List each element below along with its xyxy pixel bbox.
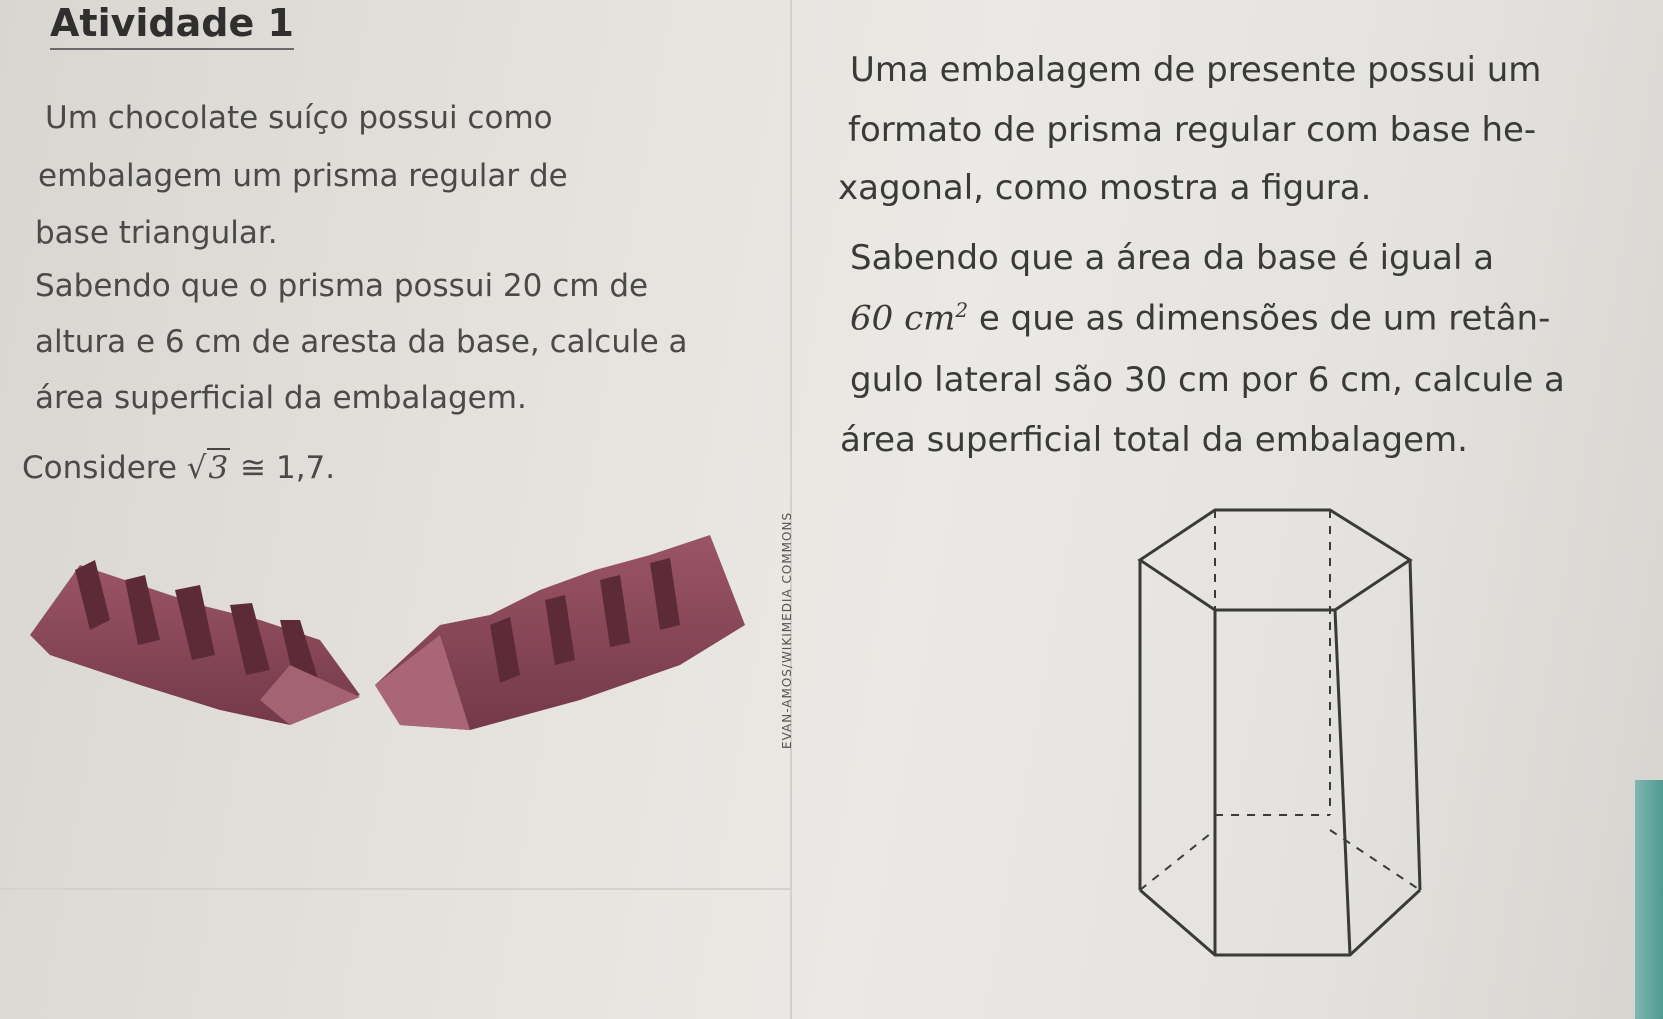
consider-label: Considere bbox=[22, 450, 177, 486]
left-line-2: embalagem um prisma regular de bbox=[38, 158, 568, 194]
right-line-7: área superficial total da embalagem. bbox=[840, 420, 1468, 460]
right-line-2: formato de prisma regular com base he- bbox=[848, 110, 1537, 150]
right-line-1: Uma embalagem de presente possui um bbox=[850, 50, 1542, 90]
toblerone-photo bbox=[20, 525, 770, 775]
sqrt-radicand: 3 bbox=[208, 450, 229, 486]
left-line-5: altura e 6 cm de aresta da base, calcule a bbox=[35, 324, 688, 360]
right-line-5 bbox=[850, 298, 1550, 338]
left-line-1: Um chocolate suíço possui como bbox=[45, 100, 553, 136]
right-line-6: gulo lateral são 30 cm por 6 cm, calcule a bbox=[850, 360, 1565, 400]
chocolate-bar-right bbox=[375, 535, 745, 730]
hex-top-face bbox=[1140, 510, 1410, 610]
area-tail: e que as dimensões de um retân- bbox=[968, 298, 1551, 339]
area-unit: cm bbox=[904, 298, 956, 339]
area-value: 60 bbox=[850, 298, 894, 339]
chocolate-bar-left bbox=[30, 560, 360, 725]
bottom-rule bbox=[0, 888, 790, 890]
right-line-3: xagonal, como mostra a figura. bbox=[838, 168, 1372, 208]
hidden-edges bbox=[1140, 510, 1420, 890]
consider-line bbox=[22, 450, 335, 486]
consider-tail: ≅ 1,7. bbox=[240, 450, 336, 486]
left-line-3: base triangular. bbox=[35, 215, 278, 251]
hexagonal-prism-figure bbox=[1120, 500, 1440, 980]
right-line-4: Sabendo que a área da base é igual a bbox=[850, 238, 1495, 278]
left-line-4: Sabendo que o prisma possui 20 cm de bbox=[35, 268, 649, 304]
left-line-6: área superficial da embalagem. bbox=[35, 380, 527, 416]
area-exponent: 2 bbox=[955, 298, 969, 322]
teal-edge bbox=[1635, 780, 1663, 1019]
sqrt-expression: √3 bbox=[186, 450, 229, 486]
page-title: Atividade 1 bbox=[50, 0, 294, 50]
photo-credit: EVAN-AMOS/WIKIMEDIA COMMONS bbox=[780, 511, 794, 749]
